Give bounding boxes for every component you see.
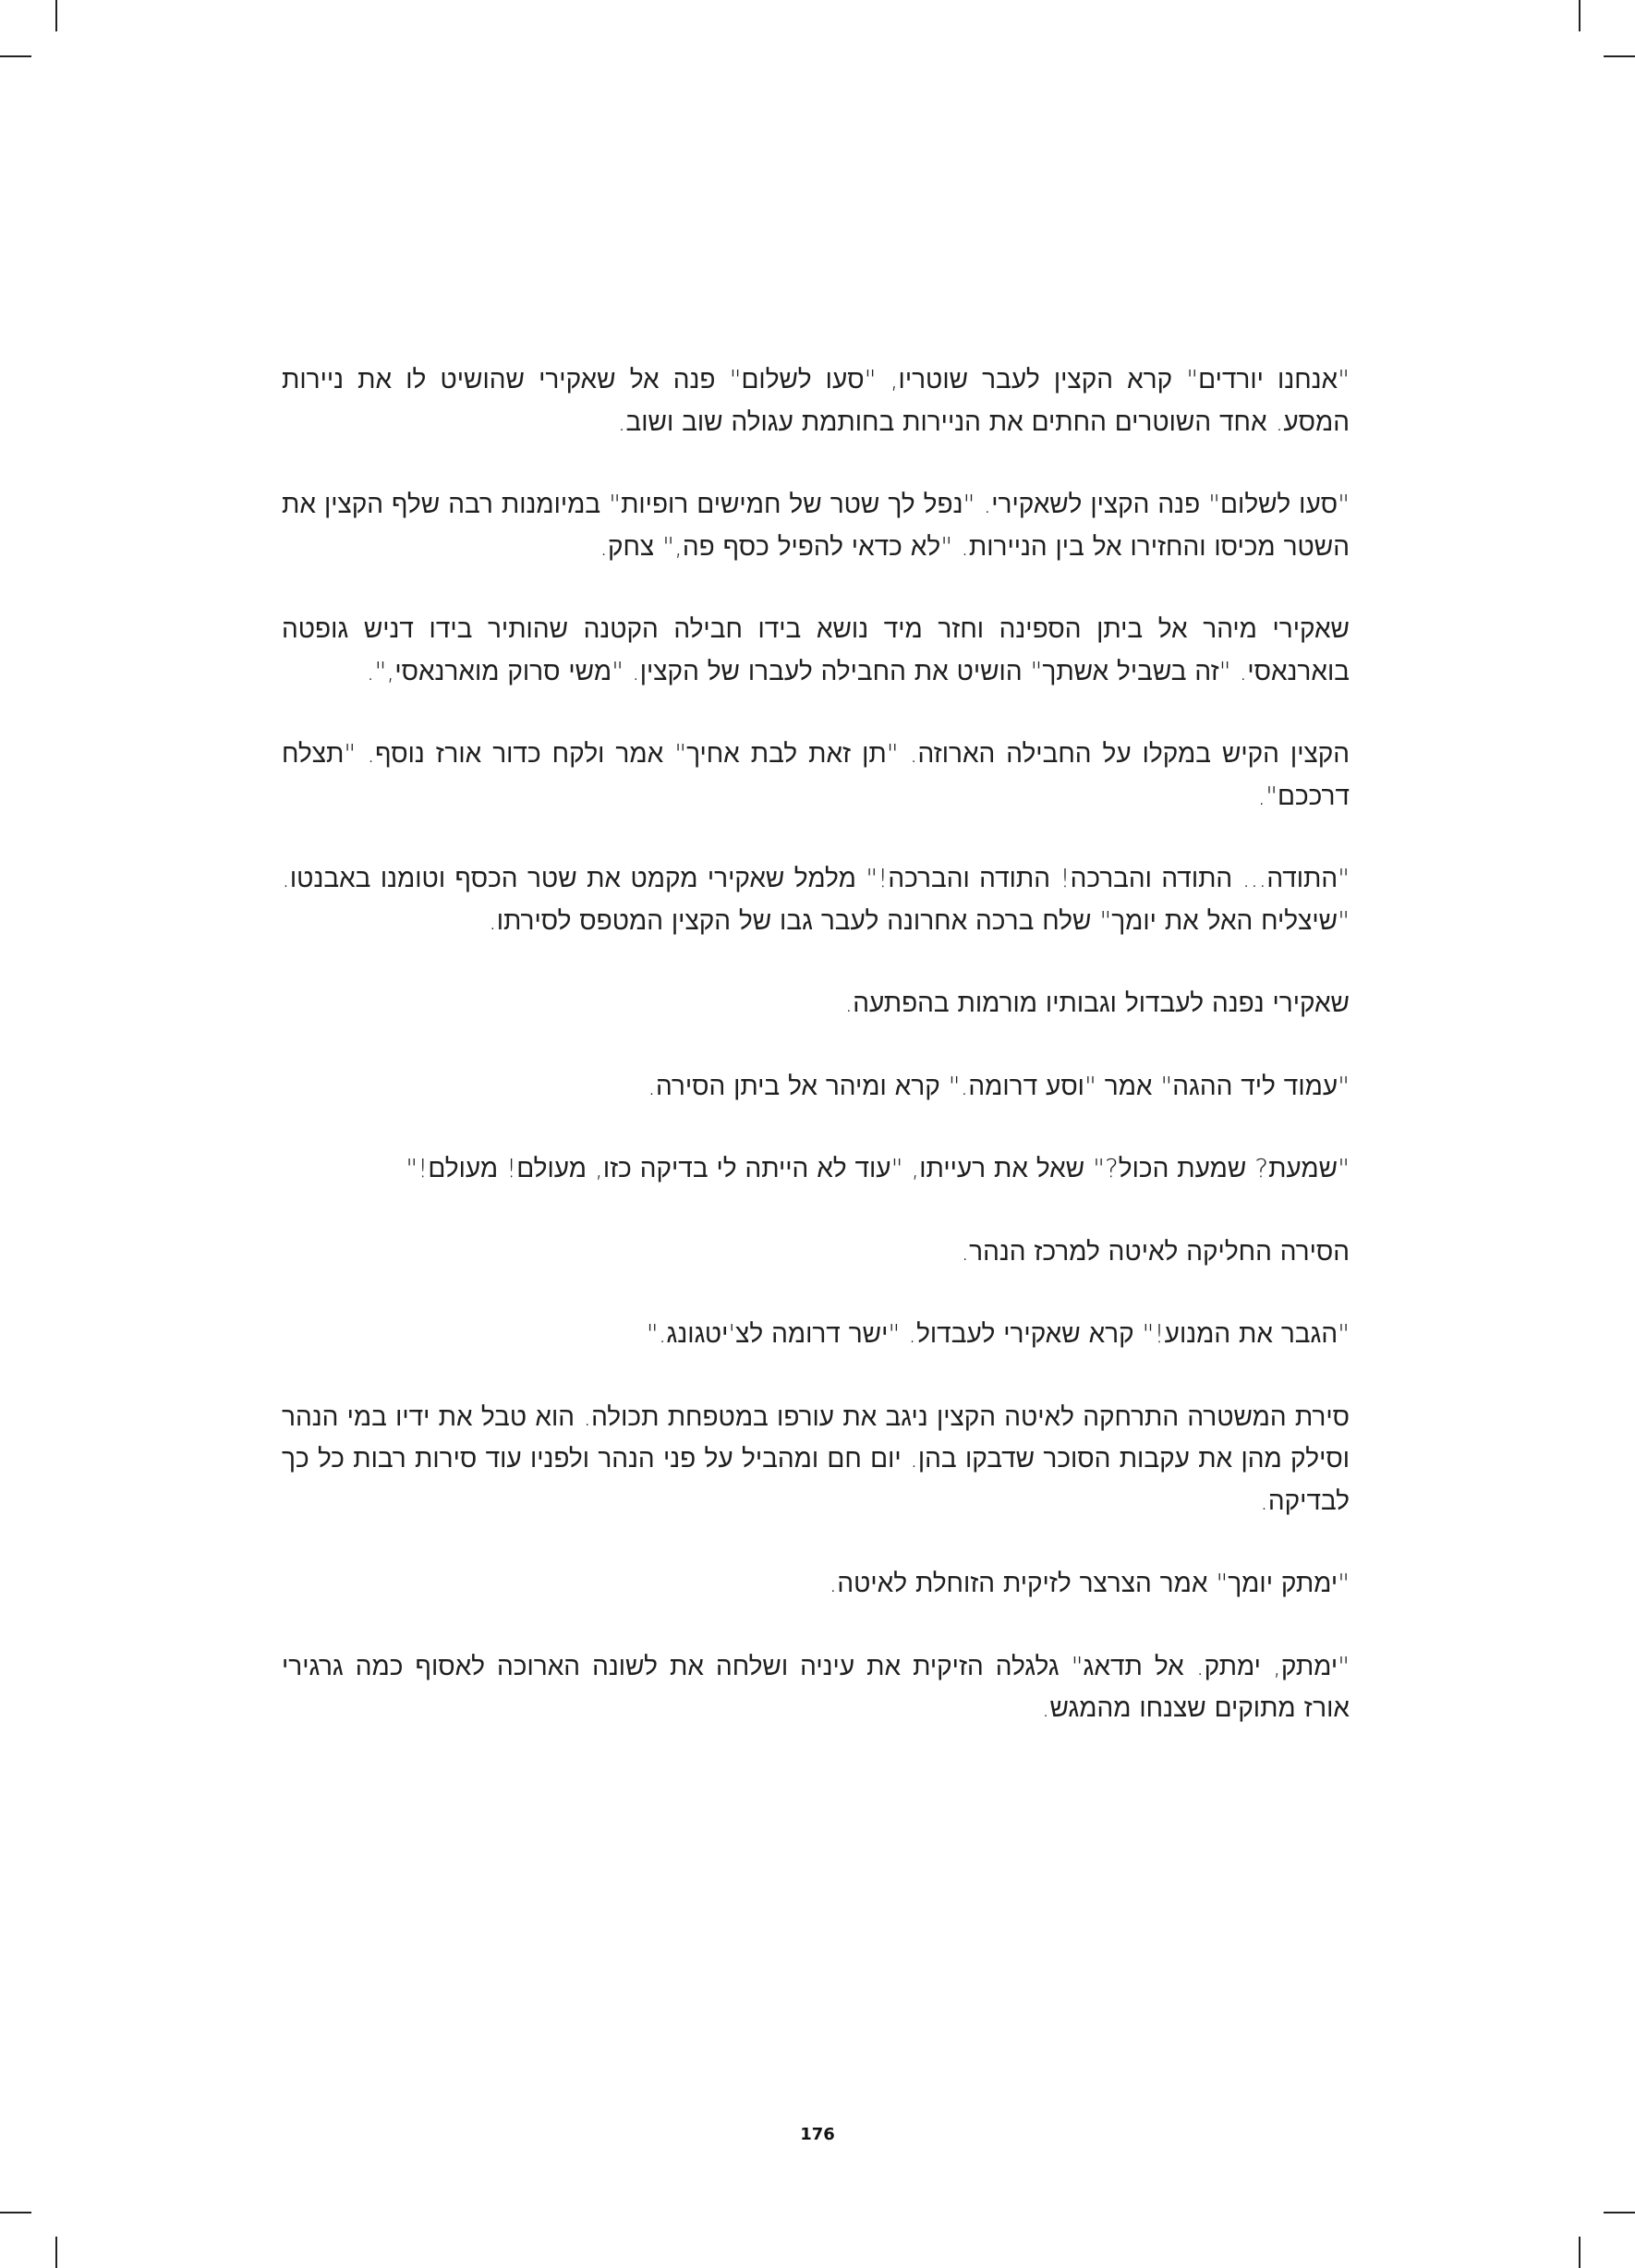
crop-mark-top-right-vertical (1579, 0, 1580, 31)
crop-mark-bottom-left-horizontal (0, 2212, 31, 2213)
paragraph: "הגבר את המנוע!" קרא שאקירי לעבדול. "ישר דרומה לצ'יטגונג." (646, 1318, 1350, 1349)
crop-mark-top-right-horizontal (1604, 55, 1635, 57)
paragraph: הקצין הקיש במקלו על החבילה הארוזה. "תן זאת לבת אחיך" אמר ולקח כדור אורז נוסף. "תצלח דרככם". (282, 738, 1350, 811)
paragraph: "ימתק יומך" אמר הצרצר לזיקית הזוחלת לאיטה. (829, 1568, 1350, 1598)
paragraph: שאקירי מיהר אל ביתן הספינה וחזר מיד נושא בידו חבילה הקטנה שהותיר בידו דניש גופטה בוארנאסי. "זה בשביל אשתך" הושיט את החבילה לעברו של הקצין. "משי סרוק מוארנאסי,". (282, 613, 1350, 686)
crop-mark-top-left-vertical (55, 0, 57, 31)
paragraph: סירת המשטרה התרחקה לאיטה הקצין ניגב את עורפו במטפחת תכולה. הוא טבל את ידיו במי הנהר וסילק מהן את עקבות הסוכר שדבקו בהן. יום חם ומהביל על פני הנהר ולפניו עוד סירות רבות כל כך לבדיקה. (282, 1401, 1350, 1516)
paragraph: שאקירי נפנה לעבדול וגבותיו מורמות בהפתעה. (844, 988, 1350, 1018)
paragraph: "התודה... התודה והברכה! התודה והברכה!" מלמל שאקירי מקמט את שטר הכסף וטומנו באבנטו. "שיצליח האל את יומך" שלח ברכה אחרונה לעבר גבו של הקצין המטפס לסירתו. (282, 863, 1350, 936)
paragraph: "ימתק, ימתק. אל תדאג" גלגלה הזיקית את עיניה ושלחה את לשונה הארוכה לאסוף כמה גרגירי אורז מתוקים שצנחו מהמגש. (282, 1650, 1350, 1723)
paragraph: "שמעת? שמעת הכול?" שאל את רעייתו, "עוד לא הייתה לי בדיקה כזו, מעולם! מעולם!" (406, 1153, 1350, 1183)
crop-mark-bottom-right-vertical (1579, 2237, 1580, 2268)
page-number: 176 (800, 2125, 835, 2144)
page-body-text (282, 358, 1350, 1729)
paragraph: "עמוד ליד ההגה" אמר "וסע דרומה." קרא ומיהר אל ביתן הסירה. (648, 1070, 1350, 1101)
paragraph: "אנחנו יורדים" קרא הקצין לעבר שוטריו, "סעו לשלום" פנה אל שאקירי שהושיט לו את ניירות המסע. אחד השוטרים החתים את הניירות בחותמת עגולה שוב ושוב. (282, 364, 1350, 437)
paragraph: הסירה החליקה לאיטה למרכז הנהר. (961, 1235, 1350, 1267)
crop-mark-bottom-right-horizontal (1604, 2212, 1635, 2213)
crop-mark-top-left-horizontal (0, 55, 31, 57)
paragraph: "סעו לשלום" פנה הקצין לשאקירי. "נפל לך שטר של חמישים רופיות" במיומנות רבה שלף הקצין את השטר מכיסו והחזירו אל בין הניירות. "לא כדאי להפיל כסף פה," צחק. (282, 489, 1350, 562)
crop-mark-bottom-left-vertical (55, 2237, 57, 2268)
